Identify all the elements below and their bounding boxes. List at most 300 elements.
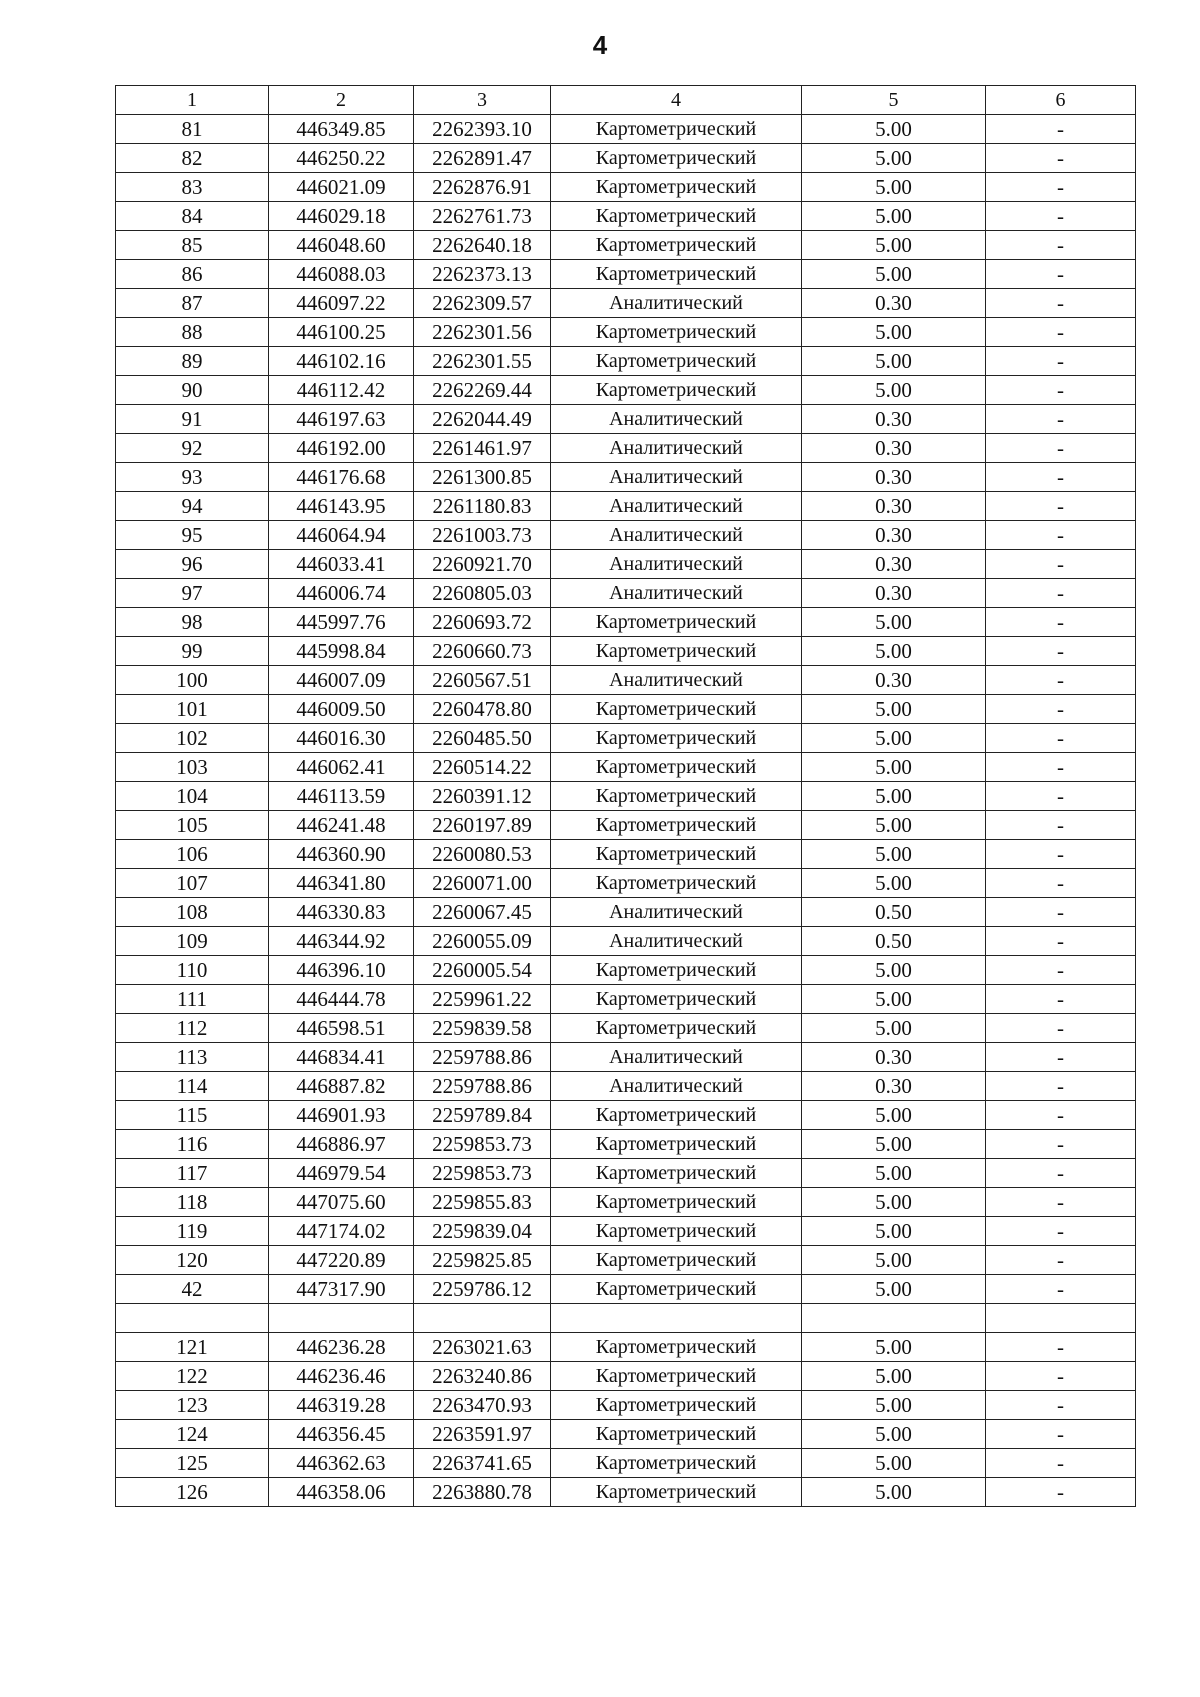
cell-coord-x: 446241.48 (269, 811, 414, 840)
cell-coord-y: 2261461.97 (414, 434, 551, 463)
cell-point-number: 82 (116, 144, 269, 173)
cell-point-number: 83 (116, 173, 269, 202)
cell-method: Картометрический (551, 1188, 802, 1217)
table-row (116, 927, 1136, 956)
cell-note: - (986, 753, 1136, 782)
cell-accuracy: 5.00 (802, 260, 986, 289)
cell-method: Картометрический (551, 1275, 802, 1304)
table-row (116, 898, 1136, 927)
cell-method (551, 1304, 802, 1333)
cell-coord-x: 446006.74 (269, 579, 414, 608)
cell-accuracy: 5.00 (802, 1101, 986, 1130)
cell-note: - (986, 840, 1136, 869)
cell-method: Картометрический (551, 956, 802, 985)
cell-note: - (986, 1333, 1136, 1362)
cell-method: Картометрический (551, 1101, 802, 1130)
cell-accuracy: 5.00 (802, 1246, 986, 1275)
cell-accuracy: 5.00 (802, 637, 986, 666)
cell-method: Картометрический (551, 637, 802, 666)
cell-coord-x: 446062.41 (269, 753, 414, 782)
cell-method: Картометрический (551, 985, 802, 1014)
cell-method: Аналитический (551, 1043, 802, 1072)
cell-method: Картометрический (551, 1478, 802, 1507)
cell-accuracy: 5.00 (802, 782, 986, 811)
cell-accuracy: 5.00 (802, 231, 986, 260)
cell-coord-x: 446192.00 (269, 434, 414, 463)
cell-coord-x: 446341.80 (269, 869, 414, 898)
table-row (116, 463, 1136, 492)
cell-method: Аналитический (551, 463, 802, 492)
cell-method: Аналитический (551, 521, 802, 550)
column-header-4: 4 (551, 86, 802, 115)
table-row (116, 115, 1136, 144)
cell-point-number: 97 (116, 579, 269, 608)
cell-point-number: 99 (116, 637, 269, 666)
cell-accuracy: 5.00 (802, 202, 986, 231)
cell-point-number: 113 (116, 1043, 269, 1072)
cell-coord-x: 446009.50 (269, 695, 414, 724)
cell-point-number: 86 (116, 260, 269, 289)
cell-note: - (986, 898, 1136, 927)
cell-coord-x: 446097.22 (269, 289, 414, 318)
cell-note: - (986, 637, 1136, 666)
cell-coord-y (414, 1304, 551, 1333)
cell-method: Картометрический (551, 1333, 802, 1362)
cell-coord-y: 2259961.22 (414, 985, 551, 1014)
cell-coord-x: 446100.25 (269, 318, 414, 347)
table-row (116, 521, 1136, 550)
cell-note: - (986, 1449, 1136, 1478)
cell-method: Картометрический (551, 1246, 802, 1275)
cell-method: Аналитический (551, 927, 802, 956)
cell-point-number: 91 (116, 405, 269, 434)
table-row (116, 985, 1136, 1014)
table-row (116, 1275, 1136, 1304)
cell-note: - (986, 231, 1136, 260)
cell-note: - (986, 1275, 1136, 1304)
cell-point-number: 106 (116, 840, 269, 869)
cell-point-number: 95 (116, 521, 269, 550)
cell-accuracy: 5.00 (802, 318, 986, 347)
cell-coord-x: 446330.83 (269, 898, 414, 927)
cell-note: - (986, 347, 1136, 376)
cell-coord-x: 447317.90 (269, 1275, 414, 1304)
cell-coord-y: 2260080.53 (414, 840, 551, 869)
cell-coord-y: 2262761.73 (414, 202, 551, 231)
cell-note: - (986, 173, 1136, 202)
cell-note: - (986, 1072, 1136, 1101)
table-row (116, 1391, 1136, 1420)
cell-coord-y: 2262301.55 (414, 347, 551, 376)
cell-coord-y: 2262269.44 (414, 376, 551, 405)
cell-coord-x: 446033.41 (269, 550, 414, 579)
cell-method: Картометрический (551, 376, 802, 405)
cell-coord-y: 2260391.12 (414, 782, 551, 811)
cell-accuracy: 5.00 (802, 1333, 986, 1362)
cell-point-number: 85 (116, 231, 269, 260)
table-row (116, 492, 1136, 521)
cell-point-number: 125 (116, 1449, 269, 1478)
cell-note: - (986, 1159, 1136, 1188)
cell-coord-x: 446088.03 (269, 260, 414, 289)
cell-note: - (986, 1014, 1136, 1043)
cell-point-number: 108 (116, 898, 269, 927)
table-row (116, 1101, 1136, 1130)
cell-accuracy: 0.30 (802, 463, 986, 492)
cell-note: - (986, 869, 1136, 898)
cell-coord-y: 2263021.63 (414, 1333, 551, 1362)
cell-accuracy: 5.00 (802, 985, 986, 1014)
cell-point-number: 102 (116, 724, 269, 753)
cell-coord-x: 446344.92 (269, 927, 414, 956)
table-row (116, 869, 1136, 898)
table-row (116, 550, 1136, 579)
cell-coord-y: 2262891.47 (414, 144, 551, 173)
cell-note: - (986, 666, 1136, 695)
cell-point-number: 109 (116, 927, 269, 956)
cell-accuracy: 5.00 (802, 1275, 986, 1304)
table-row (116, 637, 1136, 666)
cell-accuracy: 0.50 (802, 927, 986, 956)
cell-accuracy: 5.00 (802, 144, 986, 173)
cell-accuracy: 5.00 (802, 115, 986, 144)
cell-note: - (986, 1130, 1136, 1159)
cell-accuracy: 0.30 (802, 579, 986, 608)
cell-coord-x: 445998.84 (269, 637, 414, 666)
cell-point-number: 124 (116, 1420, 269, 1449)
cell-accuracy: 5.00 (802, 1362, 986, 1391)
cell-point-number: 119 (116, 1217, 269, 1246)
cell-point-number: 126 (116, 1478, 269, 1507)
cell-method: Картометрический (551, 811, 802, 840)
cell-method: Аналитический (551, 550, 802, 579)
cell-point-number: 100 (116, 666, 269, 695)
cell-point-number: 121 (116, 1333, 269, 1362)
cell-method: Картометрический (551, 840, 802, 869)
cell-coord-x: 446197.63 (269, 405, 414, 434)
cell-method: Аналитический (551, 1072, 802, 1101)
cell-coord-y: 2260197.89 (414, 811, 551, 840)
cell-method: Картометрический (551, 1130, 802, 1159)
cell-note: - (986, 521, 1136, 550)
cell-coord-y: 2262309.57 (414, 289, 551, 318)
cell-note: - (986, 1188, 1136, 1217)
cell-method: Аналитический (551, 666, 802, 695)
cell-accuracy: 5.00 (802, 1130, 986, 1159)
cell-accuracy: 5.00 (802, 608, 986, 637)
cell-note: - (986, 318, 1136, 347)
cell-point-number: 42 (116, 1275, 269, 1304)
cell-coord-x: 446360.90 (269, 840, 414, 869)
cell-coord-x: 446113.59 (269, 782, 414, 811)
cell-point-number: 114 (116, 1072, 269, 1101)
cell-point-number: 101 (116, 695, 269, 724)
cell-coord-x: 446016.30 (269, 724, 414, 753)
cell-method: Картометрический (551, 115, 802, 144)
cell-coord-y: 2260485.50 (414, 724, 551, 753)
cell-coord-y: 2259839.04 (414, 1217, 551, 1246)
cell-coord-y: 2260055.09 (414, 927, 551, 956)
cell-coord-y: 2262876.91 (414, 173, 551, 202)
table-row (116, 1478, 1136, 1507)
cell-method: Картометрический (551, 1159, 802, 1188)
cell-method: Картометрический (551, 782, 802, 811)
cell-note: - (986, 1101, 1136, 1130)
cell-point-number: 117 (116, 1159, 269, 1188)
cell-coord-y: 2261300.85 (414, 463, 551, 492)
cell-coord-y: 2259825.85 (414, 1246, 551, 1275)
cell-coord-y: 2260514.22 (414, 753, 551, 782)
table-row (116, 405, 1136, 434)
cell-coord-x: 446979.54 (269, 1159, 414, 1188)
cell-method: Картометрический (551, 608, 802, 637)
cell-point-number: 103 (116, 753, 269, 782)
cell-note: - (986, 724, 1136, 753)
cell-accuracy: 5.00 (802, 956, 986, 985)
coordinates-table (115, 85, 1136, 1507)
cell-note: - (986, 1043, 1136, 1072)
cell-point-number: 96 (116, 550, 269, 579)
cell-accuracy: 5.00 (802, 1478, 986, 1507)
cell-note: - (986, 115, 1136, 144)
table-row (116, 1188, 1136, 1217)
table-row (116, 1014, 1136, 1043)
cell-coord-y: 2263741.65 (414, 1449, 551, 1478)
cell-method: Картометрический (551, 1391, 802, 1420)
cell-point-number: 105 (116, 811, 269, 840)
table-row (116, 173, 1136, 202)
table-row (116, 1217, 1136, 1246)
cell-coord-y: 2260071.00 (414, 869, 551, 898)
cell-accuracy: 5.00 (802, 1449, 986, 1478)
cell-point-number: 88 (116, 318, 269, 347)
cell-point-number (116, 1304, 269, 1333)
cell-note: - (986, 492, 1136, 521)
cell-accuracy: 0.30 (802, 1043, 986, 1072)
table-row (116, 753, 1136, 782)
cell-coord-y: 2261180.83 (414, 492, 551, 521)
cell-accuracy: 5.00 (802, 724, 986, 753)
cell-point-number: 118 (116, 1188, 269, 1217)
cell-coord-x (269, 1304, 414, 1333)
cell-coord-x: 446102.16 (269, 347, 414, 376)
cell-coord-x: 447220.89 (269, 1246, 414, 1275)
cell-method: Картометрический (551, 1449, 802, 1478)
cell-coord-y: 2262640.18 (414, 231, 551, 260)
cell-note: - (986, 376, 1136, 405)
cell-accuracy: 0.30 (802, 550, 986, 579)
cell-accuracy: 5.00 (802, 1391, 986, 1420)
cell-note: - (986, 202, 1136, 231)
cell-accuracy: 0.50 (802, 898, 986, 927)
cell-point-number: 94 (116, 492, 269, 521)
cell-coord-x: 446598.51 (269, 1014, 414, 1043)
cell-coord-y: 2263240.86 (414, 1362, 551, 1391)
cell-method: Аналитический (551, 405, 802, 434)
cell-coord-x: 447174.02 (269, 1217, 414, 1246)
cell-coord-y: 2263591.97 (414, 1420, 551, 1449)
cell-note: - (986, 405, 1136, 434)
cell-accuracy: 5.00 (802, 753, 986, 782)
cell-method: Картометрический (551, 695, 802, 724)
cell-accuracy: 5.00 (802, 869, 986, 898)
cell-coord-x: 446236.28 (269, 1333, 414, 1362)
table-row (116, 840, 1136, 869)
cell-point-number: 122 (116, 1362, 269, 1391)
table-row (116, 347, 1136, 376)
cell-method: Картометрический (551, 1420, 802, 1449)
cell-accuracy: 5.00 (802, 376, 986, 405)
cell-coord-x: 446396.10 (269, 956, 414, 985)
cell-note: - (986, 695, 1136, 724)
cell-coord-y: 2262301.56 (414, 318, 551, 347)
cell-coord-y: 2262393.10 (414, 115, 551, 144)
cell-point-number: 98 (116, 608, 269, 637)
column-header-3: 3 (414, 86, 551, 115)
cell-note: - (986, 1362, 1136, 1391)
cell-coord-x: 446176.68 (269, 463, 414, 492)
table-row (116, 608, 1136, 637)
table-row (116, 231, 1136, 260)
cell-note: - (986, 782, 1136, 811)
cell-method: Картометрический (551, 869, 802, 898)
cell-coord-x: 446834.41 (269, 1043, 414, 1072)
cell-accuracy: 5.00 (802, 695, 986, 724)
table-row (116, 1304, 1136, 1333)
cell-note: - (986, 289, 1136, 318)
table-row (116, 811, 1136, 840)
cell-accuracy: 0.30 (802, 492, 986, 521)
cell-coord-x: 446029.18 (269, 202, 414, 231)
cell-accuracy: 0.30 (802, 405, 986, 434)
column-header-6: 6 (986, 86, 1136, 115)
cell-method: Картометрический (551, 231, 802, 260)
table-row (116, 318, 1136, 347)
table-row (116, 724, 1136, 753)
cell-coord-x: 446048.60 (269, 231, 414, 260)
cell-point-number: 116 (116, 1130, 269, 1159)
cell-point-number: 87 (116, 289, 269, 318)
table-row (116, 956, 1136, 985)
cell-method: Картометрический (551, 173, 802, 202)
cell-note: - (986, 579, 1136, 608)
cell-point-number: 84 (116, 202, 269, 231)
cell-coord-x: 446236.46 (269, 1362, 414, 1391)
cell-point-number: 112 (116, 1014, 269, 1043)
cell-method: Аналитический (551, 579, 802, 608)
table-body (116, 115, 1136, 1507)
table-row (116, 1362, 1136, 1391)
cell-point-number: 90 (116, 376, 269, 405)
cell-point-number: 120 (116, 1246, 269, 1275)
table-row (116, 376, 1136, 405)
table-row (116, 695, 1136, 724)
table-row (116, 782, 1136, 811)
cell-note: - (986, 550, 1136, 579)
cell-coord-y: 2260005.54 (414, 956, 551, 985)
cell-coord-x: 446886.97 (269, 1130, 414, 1159)
cell-coord-x: 446319.28 (269, 1391, 414, 1420)
cell-method: Картометрический (551, 144, 802, 173)
cell-coord-x: 446007.09 (269, 666, 414, 695)
cell-coord-x: 446250.22 (269, 144, 414, 173)
cell-note: - (986, 1478, 1136, 1507)
cell-coord-y: 2260693.72 (414, 608, 551, 637)
table-row (116, 289, 1136, 318)
table-row (116, 1449, 1136, 1478)
cell-note: - (986, 1391, 1136, 1420)
cell-method: Картометрический (551, 347, 802, 376)
cell-point-number: 110 (116, 956, 269, 985)
cell-coord-x: 446358.06 (269, 1478, 414, 1507)
cell-point-number: 111 (116, 985, 269, 1014)
cell-note: - (986, 956, 1136, 985)
cell-accuracy: 5.00 (802, 1217, 986, 1246)
cell-coord-x: 446444.78 (269, 985, 414, 1014)
cell-method: Картометрический (551, 1217, 802, 1246)
cell-note: - (986, 1217, 1136, 1246)
cell-coord-x: 446901.93 (269, 1101, 414, 1130)
cell-accuracy: 5.00 (802, 1014, 986, 1043)
table-row (116, 1130, 1136, 1159)
cell-coord-y: 2259788.86 (414, 1043, 551, 1072)
table-row (116, 1072, 1136, 1101)
cell-method: Аналитический (551, 289, 802, 318)
cell-accuracy: 5.00 (802, 1188, 986, 1217)
cell-note: - (986, 1420, 1136, 1449)
cell-note: - (986, 434, 1136, 463)
cell-accuracy: 0.30 (802, 666, 986, 695)
cell-coord-x: 446349.85 (269, 115, 414, 144)
cell-coord-x: 446021.09 (269, 173, 414, 202)
cell-note: - (986, 811, 1136, 840)
cell-point-number: 104 (116, 782, 269, 811)
cell-note: - (986, 463, 1136, 492)
cell-coord-y: 2259789.84 (414, 1101, 551, 1130)
table-row (116, 579, 1136, 608)
cell-coord-x: 446064.94 (269, 521, 414, 550)
table-row (116, 434, 1136, 463)
cell-method: Аналитический (551, 898, 802, 927)
table-row (116, 260, 1136, 289)
table-row (116, 1246, 1136, 1275)
cell-coord-x: 446143.95 (269, 492, 414, 521)
column-header-1: 1 (116, 86, 269, 115)
cell-coord-x: 446112.42 (269, 376, 414, 405)
cell-coord-x: 447075.60 (269, 1188, 414, 1217)
cell-note (986, 1304, 1136, 1333)
cell-note: - (986, 260, 1136, 289)
cell-note: - (986, 144, 1136, 173)
cell-coord-y: 2260567.51 (414, 666, 551, 695)
table-row (116, 144, 1136, 173)
column-header-2: 2 (269, 86, 414, 115)
cell-accuracy: 0.30 (802, 289, 986, 318)
cell-coord-y: 2260478.80 (414, 695, 551, 724)
cell-point-number: 92 (116, 434, 269, 463)
cell-method: Картометрический (551, 202, 802, 231)
cell-coord-y: 2260921.70 (414, 550, 551, 579)
cell-coord-x: 446356.45 (269, 1420, 414, 1449)
cell-point-number: 115 (116, 1101, 269, 1130)
cell-note: - (986, 608, 1136, 637)
table-row (116, 1159, 1136, 1188)
cell-point-number: 89 (116, 347, 269, 376)
table-row (116, 666, 1136, 695)
table-header-row (116, 86, 1136, 115)
cell-coord-x: 446362.63 (269, 1449, 414, 1478)
cell-coord-y: 2262044.49 (414, 405, 551, 434)
